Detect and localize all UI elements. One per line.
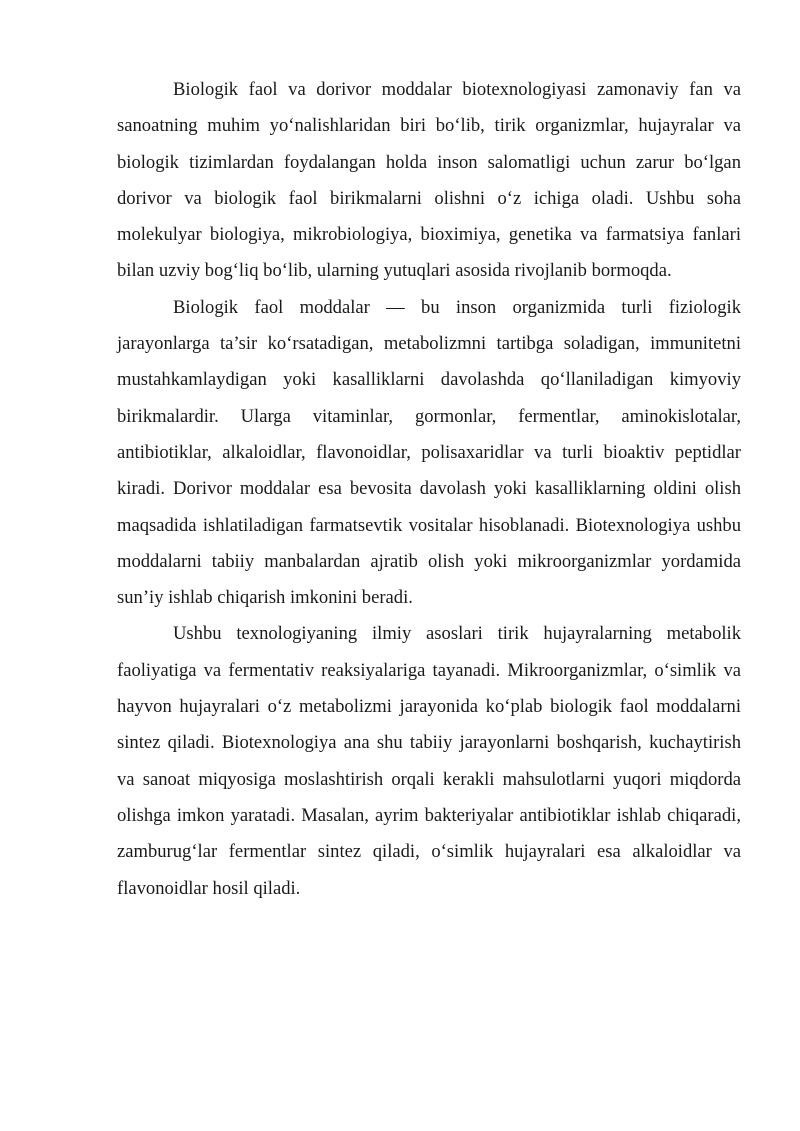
paragraph-scientific-basis: Ushbu texnologiyaning ilmiy asoslari tirik hujayralarning metabolik faoliyatiga va fermentativ reaksiyalariga tayanadi. Mikroorganizmlar, o‘simlik va hayvon hujayralari o‘z metabolizmi jarayonida ko‘plab biologik faol moddalarni sintez qiladi. Biotexnologiya ana shu tabiiy jarayonlarni boshqarish, kuchaytirish va sanoat miqyosiga moslashtirish orqali kerakli mahsulotlarni yuqori miqdorda olishga imkon yaratadi. Masalan, ayrim bakteriyalar antibiotiklar ishlab chiqaradi, zamburug‘lar fermentlar sintez qiladi, o‘simlik hujayralari esa alkaloidlar va flavonoidlar hosil qiladi. — [117, 623, 741, 899]
paragraph-bioactive-substances: Biologik faol moddalar — bu inson organizmida turli fiziologik jarayonlarga ta’sir ko‘rsatadigan, metabolizmni tartibga soladigan, immunitetni mustahkamlaydigan yoki kasalliklarni davolashda qo‘llaniladigan kimyoviy birikmalardir. Ularga vitaminlar, gormonlar, fermentlar, aminokislotalar, antibiotiklar, alkaloidlar, flavonoidlar, polisaxaridlar va turli bioaktiv peptidlar kiradi. Dorivor moddalar esa bevosita davolash yoki kasalliklarning oldini olish maqsadida ishlatiladigan farmatsevtik vositalar hisoblanadi. Biotexnologiya ushbu moddalarni tabiiy manbalardan ajratib olish yoki mikroorganizmlar yordamida sun’iy ishlab chiqarish imkonini beradi. — [117, 296, 741, 609]
paragraph-intro: Biologik faol va dorivor moddalar biotexnologiyasi zamonaviy fan va sanoatning muhim yo‘nalishlaridan biri bo‘lib, tirik organizmlar, hujayralar va biologik tizimlardan foydalangan holda inson salomatligi uchun zarur bo‘lgan dorivor va biologik faol birikmalarni olishni o‘z ichiga oladi. Ushbu soha molekulyar biologiya, mikrobiologiya, bioximiya, genetika va farmatsiya fanlari bilan uzviy bog‘liq bo‘lib, ularning yutuqlari asosida rivojlanib bormoqda. — [117, 79, 741, 282]
document-page — [117, 72, 741, 907]
